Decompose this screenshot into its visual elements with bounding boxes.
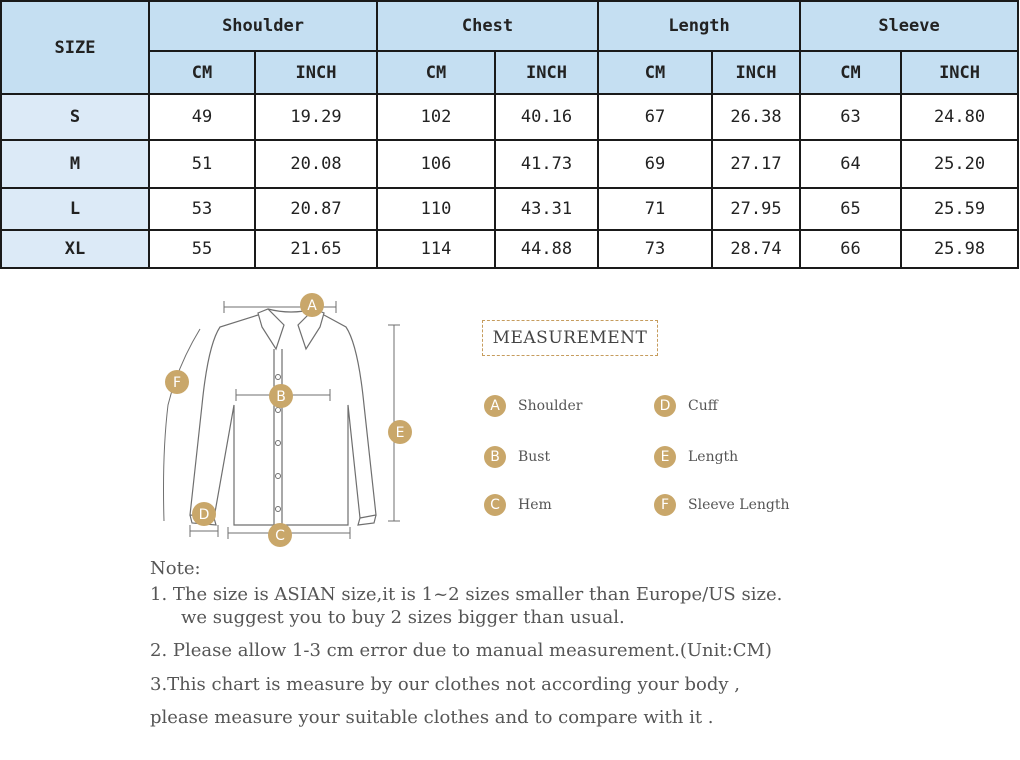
sleeve-header-cell: Sleeve bbox=[800, 1, 1018, 51]
marker-e-label: E bbox=[395, 425, 405, 441]
unit-header-cell: CM bbox=[598, 51, 712, 94]
note-line-1: 1. The size is ASIAN size,it is 1~2 sizes smaller than Europe/US size. bbox=[150, 584, 783, 605]
legend-label: Bust bbox=[518, 449, 551, 465]
legend-item-length bbox=[654, 445, 738, 469]
table-cell: 66 bbox=[800, 230, 901, 268]
table-cell: 110 bbox=[377, 188, 495, 230]
table-cell: 53 bbox=[149, 188, 255, 230]
unit-header-cell: INCH bbox=[495, 51, 598, 94]
table-cell: 63 bbox=[800, 94, 901, 140]
table-cell: 20.87 bbox=[255, 188, 377, 230]
shirt-measurement-diagram bbox=[150, 285, 430, 547]
table-cell: 69 bbox=[598, 140, 712, 188]
legend-item-bust bbox=[484, 445, 550, 469]
table-cell: 114 bbox=[377, 230, 495, 268]
letter-a-icon: A bbox=[484, 395, 506, 417]
shoulder-header-cell: Shoulder bbox=[149, 1, 377, 51]
table-cell: 25.20 bbox=[901, 140, 1018, 188]
table-cell: 43.31 bbox=[495, 188, 598, 230]
table-cell: 102 bbox=[377, 94, 495, 140]
marker-d-label: D bbox=[198, 507, 210, 523]
letter-e-icon: E bbox=[654, 446, 676, 468]
table-cell: 41.73 bbox=[495, 140, 598, 188]
note-line-4: please measure your suitable clothes and to compare with it . bbox=[150, 707, 714, 728]
table-cell: 27.95 bbox=[712, 188, 800, 230]
marker-c-label: C bbox=[275, 528, 285, 544]
marker-f-label: F bbox=[172, 375, 182, 391]
table-cell: 21.65 bbox=[255, 230, 377, 268]
size-header-cell: SIZE bbox=[1, 1, 149, 94]
size-label-cell: XL bbox=[1, 230, 149, 268]
shirt-outline bbox=[190, 309, 376, 525]
note-line-1-continued: we suggest you to buy 2 sizes bigger than usual. bbox=[181, 607, 625, 628]
table-cell: 20.08 bbox=[255, 140, 377, 188]
table-cell: 106 bbox=[377, 140, 495, 188]
unit-header-cell: INCH bbox=[255, 51, 377, 94]
table-cell: 25.59 bbox=[901, 188, 1018, 230]
table-cell: 51 bbox=[149, 140, 255, 188]
table-cell: 55 bbox=[149, 230, 255, 268]
table-row bbox=[1, 230, 1018, 268]
unit-header-cell: CM bbox=[149, 51, 255, 94]
measurement-title: MEASUREMENT bbox=[482, 320, 658, 356]
letter-d-icon: D bbox=[654, 395, 676, 417]
table-cell: 25.98 bbox=[901, 230, 1018, 268]
size-label-cell: L bbox=[1, 188, 149, 230]
note-line-3: 3.This chart is measure by our clothes not according your body , bbox=[150, 674, 740, 695]
table-cell: 73 bbox=[598, 230, 712, 268]
table-row bbox=[1, 94, 1018, 140]
table-cell: 67 bbox=[598, 94, 712, 140]
unit-header-cell: CM bbox=[377, 51, 495, 94]
table-cell: 64 bbox=[800, 140, 901, 188]
size-label-cell: M bbox=[1, 140, 149, 188]
length-header-cell: Length bbox=[598, 1, 800, 51]
note-line-2: 2. Please allow 1-3 cm error due to manual measurement.(Unit:CM) bbox=[150, 640, 772, 661]
size-chart-table bbox=[0, 0, 1019, 269]
letter-f-icon: F bbox=[654, 494, 676, 516]
legend-label: Cuff bbox=[688, 398, 718, 414]
legend-label: Length bbox=[688, 449, 739, 465]
notes-heading: Note: bbox=[150, 558, 201, 579]
table-cell: 27.17 bbox=[712, 140, 800, 188]
legend-item-shoulder bbox=[484, 394, 582, 418]
table-cell: 49 bbox=[149, 94, 255, 140]
unit-header-cell: CM bbox=[800, 51, 901, 94]
legend-label: Sleeve Length bbox=[688, 497, 790, 513]
legend-item-cuff bbox=[654, 394, 718, 418]
letter-b-icon: B bbox=[484, 446, 506, 468]
legend-item-hem bbox=[484, 493, 552, 517]
marker-b-label: B bbox=[276, 389, 286, 405]
table-cell: 71 bbox=[598, 188, 712, 230]
marker-a-label: A bbox=[307, 298, 317, 314]
table-cell: 28.74 bbox=[712, 230, 800, 268]
letter-c-icon: C bbox=[484, 494, 506, 516]
unit-header-cell: INCH bbox=[901, 51, 1018, 94]
legend-label: Hem bbox=[518, 497, 552, 513]
table-cell: 65 bbox=[800, 188, 901, 230]
table-cell: 44.88 bbox=[495, 230, 598, 268]
table-cell: 40.16 bbox=[495, 94, 598, 140]
table-row bbox=[1, 140, 1018, 188]
table-cell: 19.29 bbox=[255, 94, 377, 140]
table-cell: 24.80 bbox=[901, 94, 1018, 140]
table-cell: 26.38 bbox=[712, 94, 800, 140]
legend-label: Shoulder bbox=[518, 398, 583, 414]
table-row bbox=[1, 188, 1018, 230]
size-label-cell: S bbox=[1, 94, 149, 140]
chest-header-cell: Chest bbox=[377, 1, 598, 51]
unit-header-cell: INCH bbox=[712, 51, 800, 94]
legend-item-sleeve-length bbox=[654, 493, 790, 517]
